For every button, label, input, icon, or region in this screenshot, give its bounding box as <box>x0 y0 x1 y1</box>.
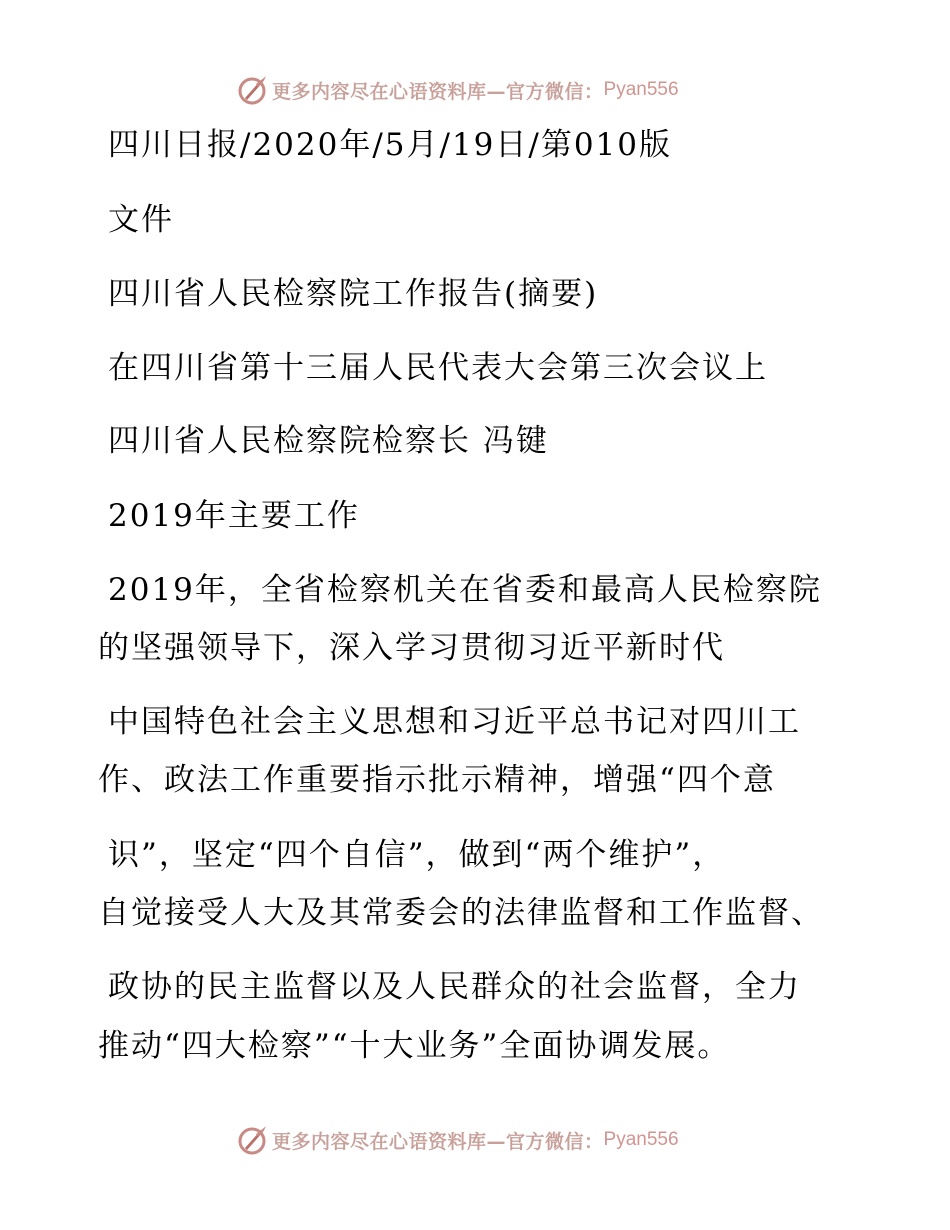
section-label: 文件 <box>108 202 174 238</box>
body-line: 推动“四大检察”“十大业务”全面协调发展。 <box>98 1028 731 1064</box>
watermark-wechat-id: Pyan556 <box>603 1129 679 1150</box>
newspaper-source-line: 四川日报/2020年/5月/19日/第010版 <box>108 127 673 163</box>
author-line: 四川省人民检察院检察长 冯键 <box>108 423 549 459</box>
feather-pen-logo-icon <box>236 1124 268 1156</box>
watermark-wechat-id: Pyan556 <box>603 79 679 100</box>
watermark-text: 更多内容尽在心语资料库—官方微信： <box>272 1130 604 1153</box>
watermark-footer <box>236 1122 679 1158</box>
body-line: 识”，坚定“四个自信”，做到“两个维护”， <box>108 837 726 873</box>
body-line: 作、政法工作重要指示批示精神，增强“四个意 <box>98 762 776 798</box>
watermark-text: 更多内容尽在心语资料库—官方微信： <box>272 80 604 103</box>
body-line: 政协的民主监督以及人民群众的社会监督，全力 <box>108 969 801 1005</box>
document-title: 四川省人民检察院工作报告(摘要) <box>108 276 599 312</box>
watermark-header <box>236 72 679 108</box>
body-line: 自觉接受人大及其常委会的法律监督和工作监督、 <box>98 895 824 931</box>
body-line: 2019年，全省检察机关在省委和最高人民检察院 <box>108 572 822 608</box>
body-line: 的坚强领导下，深入学习贯彻习近平新时代 <box>98 630 725 666</box>
section-heading: 2019年主要工作 <box>108 498 360 534</box>
body-line: 中国特色社会主义思想和习近平总书记对四川工 <box>108 704 801 740</box>
feather-pen-logo-icon <box>236 74 268 106</box>
meeting-line: 在四川省第十三届人民代表大会第三次会议上 <box>108 350 768 386</box>
